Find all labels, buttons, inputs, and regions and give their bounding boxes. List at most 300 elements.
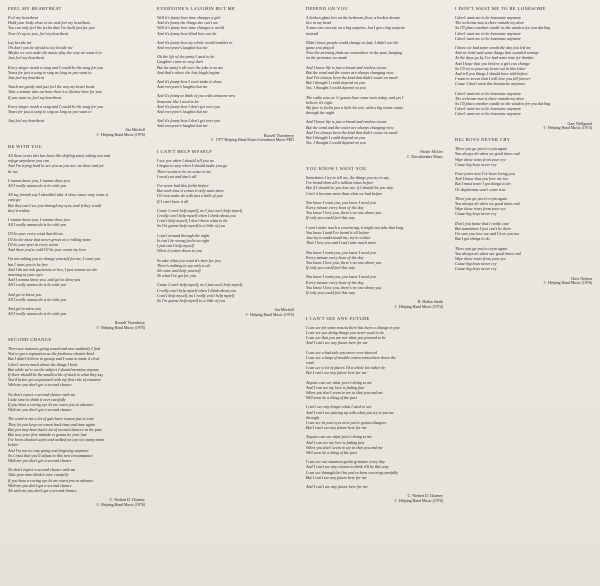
lyric-line: I'll be the muse that never grows on a rolling stone [8, 236, 92, 242]
lyric-line: So I trust that you'll adjust to this new circumstance [8, 452, 93, 458]
stanza [306, 350, 443, 376]
song [8, 6, 145, 138]
credit-publisher: Helping Hand Music (1974) [399, 304, 443, 309]
song-credit [455, 122, 592, 132]
lyric-line: If only you could feel this way [306, 215, 356, 221]
credit-publisher-line [157, 313, 294, 318]
lyric-line: You always do when we good times end [455, 151, 520, 157]
lyric-line: All I really wanna do is be with you [8, 296, 67, 302]
lyric-line: If only you could feel this way [306, 289, 356, 295]
lyric-line: And it's funny how blind love can be [157, 30, 217, 36]
stanza [306, 225, 443, 246]
lyric-line: And I can see my love is fading fast [306, 439, 364, 445]
stanza [8, 231, 145, 252]
lyric-line: Every minute every hour of the day [306, 279, 364, 285]
lyric-line: You know I love you, there's no one above you [306, 210, 382, 216]
stanza [8, 392, 145, 413]
lyric-line: But I didn't believe to gossip and I want to make it clear [8, 356, 100, 362]
lyric-line: And it's funny how I don't get over you [157, 103, 221, 109]
lyric-line: Laughter came so easy then [157, 59, 203, 65]
lyric-line: I want to swear that I will love you till forever [455, 76, 531, 82]
lyric-line: And that's where the last laugh begins [157, 69, 220, 75]
song [455, 137, 592, 286]
lyric-line: And everyone's laughin but me [157, 123, 208, 129]
song-title: I DON'T WANT ME TO BE LONESOME [455, 6, 546, 11]
lyric-line: If only you could feel this way [306, 265, 356, 271]
song-credit [8, 321, 145, 331]
song [306, 316, 443, 504]
lyric-line: If there should be the smallest bit of truth to what they say [8, 371, 104, 377]
lyric-line: But I can't see any future here for me [306, 425, 367, 431]
stanza [455, 45, 592, 87]
lyric-line: I wanna know you, I wanna show you [8, 177, 70, 183]
lyric-line: I can see in your eyes now you're gonna disagree [306, 419, 387, 425]
lyric-line: lies in my head [306, 20, 331, 26]
lyric-line: Cause big boys never cry [455, 261, 497, 267]
lyric-line: And get to know you [8, 291, 42, 297]
lyric-line: I take time to think it over carefully [8, 396, 66, 402]
lyric-line: I can see you doing things you never used to do [306, 329, 384, 335]
lyric-line: Just try to understand me, try to realize [306, 235, 371, 241]
song-title: EVERYONE'S LAUGHIN BUT ME [157, 6, 236, 11]
stanza [157, 208, 294, 229]
lyric-line: There seems to be no sense to me [157, 168, 212, 174]
lyric-line: The welcome mat is there outside my door [455, 95, 525, 101]
lyric-line: No don't expect a second chance with me [8, 467, 76, 473]
lyric-line: through [306, 414, 319, 420]
lyric-line: But I can't see any future here for me [306, 474, 367, 480]
stanza [157, 40, 294, 50]
lyric-line: And I'm trying hard to see you as you are, as show and yet [8, 163, 104, 169]
lyric-line: If you want to, feel my heartbeat [8, 94, 62, 100]
copyright-icon: © [245, 312, 249, 317]
stanza [306, 175, 443, 196]
lyric-line: My face is feelin just a little bit wet, with a big storm comin [306, 105, 404, 111]
credit-author: Gary Fjellgaard [567, 121, 592, 126]
lyric-line: Anyone can see what you're doing to me [306, 379, 372, 385]
lyric-line: Oh the life of the party I used to be [157, 54, 215, 60]
lyric-line: Every singer needs a song and I could be the song for you [8, 64, 104, 70]
lyric-line: But I can't see any future here for me [306, 370, 367, 376]
lyric-line: With me you don't get a second chance [8, 457, 72, 463]
lyric-line: The welcome mat is there outside my door [455, 20, 525, 26]
stanza [306, 250, 443, 271]
lyric-line: And it's funny how I don't get over you [157, 118, 221, 124]
stanza [306, 380, 443, 401]
column-1 [8, 6, 145, 586]
lyric-line: road [306, 359, 314, 365]
column-3 [306, 6, 443, 586]
lyric-line: I begun to stay when I should make you go [157, 163, 227, 169]
song [306, 6, 443, 160]
song [8, 337, 145, 508]
lyric-line: In can't be wrong feelin so right [157, 237, 210, 243]
stanza [157, 183, 294, 204]
song-title: BE WITH YOU [8, 144, 43, 150]
lyric-line: Just feel my heartbeat [8, 75, 45, 81]
credit-publisher: Dawnbreaker Music [411, 155, 443, 160]
lyric-line: I'm not asking you to change yourself for me, I want you [8, 256, 101, 262]
lyric-line: You know I want you, you know I need you [306, 199, 376, 205]
lyric-line: Wipe those tears from your eye [455, 255, 506, 261]
credit-author: Russell Thornberry [263, 133, 294, 138]
lyric-line: I really can't help myself when I think about you [157, 213, 236, 219]
stanza [157, 54, 294, 75]
stanza [157, 118, 294, 128]
credit-publisher: Helping Hand Music (1976) [250, 312, 294, 317]
lyric-line: But I thought I could depend on you [306, 80, 366, 86]
credit-publisher: Helping Hand Music (1976) [399, 499, 443, 503]
credit-publisher-line [455, 281, 592, 286]
song [157, 6, 294, 143]
credit-author: C. Nielsen D. Charney [407, 494, 443, 499]
lyric-line: game you played [306, 45, 334, 51]
lyric-line: As the days go by I've had some time for thinkin [455, 55, 534, 61]
stanza [455, 146, 592, 167]
stanza [157, 15, 294, 36]
lyric-line: believe it's right [306, 99, 333, 105]
lyric-line: Just feel my heartbeat [8, 55, 45, 61]
lyric-line: Maybe we can make the music play the way we want it to [8, 50, 102, 56]
stanza [306, 404, 443, 430]
lyric-line: Four years now I've been loving you [455, 171, 515, 177]
lyric-line: Or daydreams won't come true [455, 186, 506, 192]
lyric-line: And I can't see any future here for me [306, 340, 368, 346]
lyric-line: I don't want me to be lonesome anymore [455, 106, 522, 112]
stanza [8, 65, 145, 81]
lyric-line: I need you and that's all [157, 173, 197, 179]
lyric-line: All these years this has been like drifting sand, taking rest and [8, 153, 110, 159]
lyric-line: they'd realize [8, 207, 30, 213]
lyric-line: refuge anywhere you can [8, 158, 49, 164]
lyric-line: easy go [8, 197, 21, 203]
lyric-line: And it's funny the things she can't see [157, 20, 219, 26]
lyric-line: And get to show you [8, 305, 42, 311]
credit-publisher: Helping Hand Music (1976) [548, 281, 592, 286]
lyric-line: I can see a lot of places I'd a whole lot rather be [306, 365, 386, 371]
lyric-line: Someone like I used to be [157, 98, 199, 104]
lyric-line: And everyone's laughin but me [157, 109, 208, 115]
lyric-line: There you go you're cryin again [455, 146, 508, 152]
lyric-line: That I love you and I can't take much more [306, 240, 377, 246]
lyric-line: You know I love you, there's no one above you [306, 284, 382, 290]
lyric-line: And I've always been the kind that didn't count on much [306, 129, 398, 135]
lyric-line: Yes, I thought I could depend on you [306, 140, 366, 146]
song-title: I CAN'T HELP MYSELF [157, 149, 213, 155]
lyric-line: But you may have had a lot of second chances in the past [8, 426, 102, 432]
lyric-line: And there you're cold I'll be your warm my love [8, 247, 86, 253]
stanza [8, 217, 145, 227]
lyric-line: I see you when I should tell you no [157, 158, 214, 164]
lyric-line: With me you don't get a second chance [8, 382, 72, 388]
credit-author: Chris Nielsen [570, 276, 592, 281]
lyric-line: Take a minute take an hour there's a lifetime here for you [8, 89, 102, 95]
lyric-line: on the promises we made [306, 55, 348, 61]
copyright-icon: © [394, 499, 398, 503]
lyric-line: With me you don't get a second chance [8, 482, 72, 488]
lyric-line: I don't want me to be lonesome anymore [455, 90, 522, 96]
lyric-line: And I do not ask questions or lies, I just wanna see the [8, 266, 98, 272]
song [455, 6, 592, 131]
lyric-line: All I really wanna do is be with you [8, 222, 67, 228]
copyright-icon: © [543, 281, 547, 286]
lyric-line: You know I want you, you know I need you [306, 274, 376, 280]
lyric-line: I can see our situation gettin grimmer every day [306, 459, 385, 465]
stanza [8, 118, 145, 123]
lyric-line: I just can't help myself [157, 243, 194, 249]
lyric-line: I really can't help myself when I think about you [157, 287, 236, 293]
credit-publisher-line [306, 305, 443, 310]
lyric-line: And I wanna know you, and get to show you [8, 277, 81, 283]
song-title: YOU KNOW I WANT YOU [306, 166, 367, 172]
lyric-line: And tell you things I should have told before [455, 71, 528, 77]
lyric-line: Cause big boys never cry [455, 266, 497, 272]
copyright-icon: © [96, 133, 100, 138]
lyric-line: And it's funny to think of you with someone new [157, 93, 236, 99]
lyric-line: They let you keep on comin back time and time again [8, 421, 96, 427]
credit-author: Russell Thornberry [114, 321, 145, 326]
lyric-line: I can see that you are not what you pretend to be [306, 335, 386, 341]
stanza [157, 282, 294, 303]
stanza [306, 459, 443, 480]
lyric-line: Wipe those tears from your eye [455, 156, 506, 162]
stanza [8, 467, 145, 493]
lyric-line: I can see through the lies you've been covering carefully [306, 469, 399, 475]
stanza [455, 91, 592, 117]
lyric-line: Now the morning finds me somewhere in the past, hanging [306, 50, 403, 56]
lyric-line: I don't want me to be lonesome anymore [455, 35, 522, 41]
lyric-line: You'd better get acquainted with my first rule of romance [8, 377, 102, 383]
copyright-icon: © [406, 155, 410, 160]
lyric-line: But while we're on the subject I should mention anyway [8, 366, 100, 372]
lyric-line: So I'm gonna help myself to a little of you [157, 297, 226, 303]
lyric-line: I wanna know you, I wanna show you [8, 217, 70, 223]
lyric-line: Yes, I thought I could depend on you [306, 85, 366, 91]
stanza [455, 15, 592, 41]
stanza [306, 95, 443, 116]
credit-publisher: Helping Hand Music (1976) [101, 133, 145, 138]
lyric-line: And it's funny how I can't make it alone [157, 79, 222, 85]
lyric-line: Cause I can't help myself, no I just can't help myself [157, 207, 243, 213]
stanza [306, 119, 443, 145]
lyric-line: You can only feel the feelin that I've built just for you [8, 25, 95, 31]
stanza [8, 15, 145, 36]
lyric-line: Will soon be a thing of the past [306, 395, 357, 401]
lyric-line: But each time it comes it only want more [157, 188, 224, 194]
credit-publisher: Helping Hand Music (1976) [101, 503, 145, 507]
lyric-line: Yours for just a song to sing as long as you want to [8, 69, 92, 75]
credit-publisher-line [8, 326, 145, 331]
lyric-line: I know we had some words the day you left me [455, 45, 532, 51]
lyric-line: I can't help myself, no I really can't help myself [157, 292, 235, 298]
lyric-line: I won't make much a convincing, it might not take that long [306, 224, 404, 230]
copyright-icon: © [96, 326, 100, 331]
lyric-line: Can't it become more than what we had before [306, 190, 383, 196]
lyric-line: But the wind and the water are always changing view [306, 69, 394, 75]
lyric-line: You know I want you, you know I need you [306, 249, 376, 255]
lyric-line: Feel my heartbeat [8, 15, 38, 20]
lyric-line: Take your time think it over carefully [8, 472, 69, 478]
lyric-line: There you go you're cryin again [455, 245, 508, 251]
lyric-line: And I've always been the kind that didn't count on much [306, 75, 398, 81]
lyric-line: So I'll place another candle in the window for you darling [455, 101, 551, 107]
song-credit [306, 494, 443, 504]
song-credit [8, 498, 145, 508]
lyric-line: No don't expect a second chance with me [8, 391, 76, 397]
credit-publisher-line [455, 126, 592, 131]
lyric-line: I don't want me to be lonesome anymore [455, 15, 522, 20]
lyric-line: be me [8, 168, 18, 174]
lyric-line: But sometimes I just can't be there [455, 225, 512, 231]
lyric-line: Didn't know people could change so fast, I didn't see the [306, 39, 399, 45]
lyric-line: I can't see any longer what I used to see [306, 404, 372, 410]
stanza [8, 153, 145, 174]
stanza [8, 178, 145, 188]
stanza [8, 104, 145, 114]
lyric-line: Well it's funny how time changes a girl [157, 15, 221, 20]
credit-author: R. Hallan Smith [417, 300, 443, 305]
lyric-line: Ah come and help yourself [157, 267, 201, 273]
stanza [306, 65, 443, 91]
lyric-line: Cause I can't help myself, no I just can't help myself [157, 282, 243, 288]
lyric-line: Wipe those tears from your eye [455, 206, 506, 212]
lyric-line: And I know that you love me too [455, 176, 508, 182]
lyric-line: Will soon be a thing of the past [306, 449, 357, 455]
lyric-line: I'm sure you love me and I love you too [455, 231, 520, 237]
lyric-line: Oh don't you be afraid to lay beside me [8, 45, 73, 51]
credit-publisher-line [8, 133, 145, 138]
lyric-line: Lay beside me [8, 39, 32, 45]
lyric-line: I've been cheated sweet and walked on one too many times [8, 437, 105, 443]
lyric-line: All I really wanna do is be with you [8, 282, 67, 288]
lyric-line: Just feel my heartbeat [8, 118, 45, 124]
lyric-line: And we both said some things that sounded strange [455, 50, 540, 56]
lyric-line: Now it's up to you, feel my heartbeat [8, 30, 68, 36]
stanza [306, 325, 443, 346]
lyric-line: When it comes down to you [157, 248, 202, 254]
lyric-line: but I want you to be free [8, 261, 48, 267]
lyric-line: When you don't seem to see in that you and me [306, 389, 383, 395]
lyric-line: I can see a bad side you never ever showed [306, 349, 377, 355]
stanza [157, 258, 294, 279]
lyric-line: And I'm not so easy going and forgiving anymore [8, 447, 89, 453]
copyright-icon: © [394, 304, 398, 309]
lyric-line: And I can see my love is fading fast [306, 384, 364, 390]
lyric-line: I'll even make do with just a little of you [157, 193, 223, 199]
song-title: SECOND CHANCE [8, 336, 52, 342]
lyric-line: And I hope that you believe a girl can change [455, 60, 530, 66]
copyright-icon: © [210, 138, 214, 143]
stanza [306, 484, 443, 489]
stanza [157, 79, 294, 89]
lyric-line: But the wind and the water are always changing view [306, 124, 394, 130]
lyric-line: And I can't see putting up with what you try to put me [306, 409, 394, 415]
lyric-line: Touch me gently and just feel the way my heart beats [8, 84, 95, 90]
lyric-line: I can see a heap of trouble comin somewhere down the [306, 354, 396, 360]
lyric-line: I don't want me to be lonesome anymore [455, 111, 522, 117]
lyric-line: You've got a reputation as the footloose cheatin kind [8, 351, 94, 357]
lyric-line: instead [306, 30, 318, 36]
lyric-line: The radio was on 'n' gonna have some rain today, and yes I [306, 94, 404, 100]
lyric-line: And I know life is just a broad and restless ocean [306, 64, 387, 70]
lyric-line: When you don't seem to see in that you and me [306, 444, 383, 450]
stanza [306, 200, 443, 221]
stanza [8, 292, 145, 302]
song-credit [306, 300, 443, 310]
stanza [455, 246, 592, 272]
lyric-line: I've heard them all a million times before [306, 180, 374, 186]
lyric-line: But the party's all over the joke is on me [157, 64, 224, 70]
stanza [8, 84, 145, 100]
stanza [8, 306, 145, 316]
lyric-line: The word is out a lot of gals have reason just to care [8, 416, 94, 422]
stanza [455, 171, 592, 192]
credit-publisher-line [306, 155, 443, 160]
credit-publisher-line [8, 503, 145, 508]
song-credit [157, 134, 294, 144]
lyric-line: through the night [306, 110, 335, 116]
lyric-line: before [8, 442, 19, 448]
lyric-line: If you have a roving eye let me warn you in advance [8, 477, 94, 483]
lyric-line: I don't want me to be lonesome anymore [455, 30, 522, 36]
song [306, 166, 443, 310]
column-4 [455, 6, 592, 586]
lyric-line: So I'll try to pour my heart out in this letter [455, 65, 526, 71]
stanza [455, 196, 592, 217]
credit-author: Stu Mitchell [125, 128, 145, 133]
lyric-line: To what I've got for you [157, 273, 196, 279]
lyric-line: morning in your eyes [8, 271, 43, 277]
lyric-line: And I can't see any reason to think it'll be this way [306, 464, 389, 470]
song [157, 149, 294, 317]
credit-publisher: Helping Hand Music (1974) [548, 126, 592, 131]
lyric-line: I'll be your port in every storm [8, 241, 59, 247]
lyric-line: But I thought I could depend on you [306, 135, 366, 141]
song-credit [157, 308, 294, 318]
lyric-line: You know I said I've heard it all before [306, 229, 370, 235]
lyric-line: You always do when we good times end [455, 201, 520, 207]
song-title: BIG BOYS NEVER CRY [455, 137, 511, 143]
stanza [8, 346, 145, 388]
lyric-line: Every minute every hour of the day [306, 254, 364, 260]
lyric-line: All I really wanna do is be with you [8, 311, 67, 317]
lyric-line: Hold your body close to me and feel my heartbeat [8, 20, 90, 26]
song [8, 144, 145, 331]
lyric-line: All I really wanna do is be with you [8, 183, 67, 189]
stanza [8, 192, 145, 213]
lyric-line: Yours for just a song to sing as long as you want to [8, 109, 92, 115]
lyric-line: I don't worry much about the things I hear [8, 361, 78, 367]
lyric-line: Every minute every hour of the day [306, 205, 364, 211]
lyric-line: And everyone's laughin but me [157, 45, 208, 51]
lyric-line: I can't around through the night [157, 232, 210, 238]
lyric-line: A broken glass lies on the bedroom floor, a broken dream [306, 15, 400, 20]
lyric-line: If you have a roving eye let me warn you in advance [8, 401, 94, 407]
song-title: FEEL MY HEARTBEAT [8, 6, 62, 11]
song-credit [455, 277, 592, 287]
credit-publisher-line [306, 499, 443, 504]
song-credit [8, 128, 145, 138]
lyric-line: Cause I don't want this heartache anymore [455, 81, 526, 87]
stanza [8, 40, 145, 61]
lyric-line: And it's funny how my whole world tumbles in [157, 39, 233, 45]
lyric-line: You always do when our good times end [455, 250, 521, 256]
lyric-line: I'll be your every wind that blows [8, 231, 63, 237]
lyric-line: Don't you know that I really care [455, 220, 510, 226]
stanza [306, 40, 443, 61]
credit-author: C. Nielsen D. Charney [109, 498, 145, 503]
lyric-line: But I got things to do [455, 236, 490, 242]
